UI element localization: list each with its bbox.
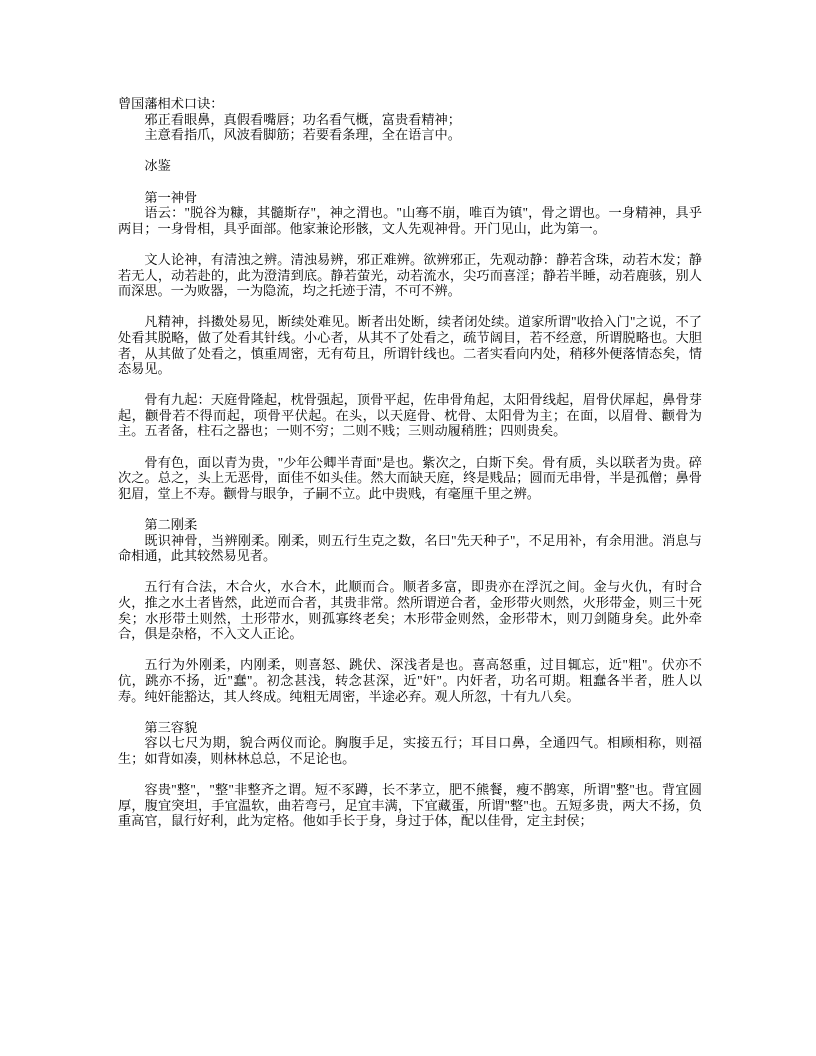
- section-heading-2: 第二刚柔: [144, 517, 198, 533]
- paragraph: 骨有九起：天庭骨隆起，枕骨强起，顶骨平起，佐串骨角起，太阳骨线起，眉骨伏犀起，鼻骨芽起，颧骨若不得而起，项骨平伏起。在头，以天庭骨、枕骨、太阳骨为主；在面，以眉骨、颧骨为主。五者备，柱石之器也；一则不穷；二则不贱；三则动履稍胜；四则贵矣。: [118, 392, 702, 439]
- paragraph: 骨有色，面以青为贵，"少年公卿半青面"是也。紫次之，白斯下矣。骨有质，头以联者为贵。碎次之。总之，头上无恶骨，面佳不如头佳。然大而缺天庭，终是贱品；圆而无串骨，半是孤僧；鼻骨犯眉，堂上不寿。颧骨与眼争，子嗣不立。此中贵贱，有毫厘千里之辨。: [118, 454, 702, 501]
- paragraph: 语云："脱谷为糠，其髓斯存"，神之渭也。"山骞不崩，唯百为镇"，骨之谓也。一身精神，具乎两目；一身骨相，具乎面部。他家兼论形骸，文人先观神骨。开门见山，此为第一。: [118, 205, 702, 236]
- document-heading: 曾国藩相术口诀：: [118, 96, 224, 111]
- paragraph-spacer: [118, 377, 702, 393]
- paragraph: 凡精神，抖擞处易见，断续处难见。断者出处断，续者闭处续。道家所谓"收拾入门"之说，不了处看其脱略，做了处看其针线。小心者，从其不了处看之，疏节阔目，若不经意，所谓脱略也。大胆者，从其做了处看之，慎重周密，无有苟且，所谓针线也。二者实看向内处，稍移外便落情态矣，情态易见。: [118, 314, 702, 377]
- paragraph-spacer: [118, 174, 702, 190]
- paragraph-spacer: [118, 501, 702, 517]
- verse-line-2: 主意看指爪，风波看脚筋；若要看条理，全在语言中。: [144, 127, 461, 143]
- paragraph-spacer: [118, 299, 702, 315]
- verse-line-1: 邪正看眼鼻，真假看嘴唇；功名看气概，富贵看精神；: [144, 111, 461, 127]
- paragraph: 容贵"整"，"整"非整齐之谓。短不豕蹲，长不茅立，肥不熊餐，瘦不鹊寒，所谓"整"也。背宜圆厚，腹宜突坦，手宜温软，曲若弯弓，足宜丰满，下宜藏蛋，所谓"整"也。五短多贵，两大不扬，负重高官，鼠行好利，此为定格。他如手长于身，身过于体，配以佳骨，定主封侯；: [118, 782, 702, 829]
- paragraph-spacer: [118, 236, 702, 252]
- paragraph-spacer: [118, 439, 702, 455]
- paragraph-spacer: [118, 143, 702, 159]
- paragraph-spacer: [118, 564, 702, 580]
- section-heading-3: 第三容貌: [144, 719, 198, 735]
- book-title: 冰鉴: [144, 158, 171, 174]
- paragraph: 五行为外刚柔，内刚柔，则喜怒、跳伏、深浅者是也。喜高怒重，过目辄忘，近"粗"。伏亦不伉，跳亦不扬，近"蠢"。初念甚浅，转念甚深，近"奸"。内奸者，功名可期。粗蠢各半者，胜人以寿。纯奸能豁达，其人终成。纯粗无周密，半途必弃。观人所忽，十有九八矣。: [118, 657, 702, 704]
- paragraph-spacer: [118, 642, 702, 658]
- paragraph: 既识神骨，当辨刚柔。刚柔，则五行生克之数，名曰"先天种子"，不足用补，有余用泄。消息与命相通，此其较然易见者。: [118, 532, 702, 564]
- paragraph-spacer: [118, 767, 702, 783]
- document-body: [118, 96, 702, 829]
- paragraph: 五行有合法，木合火，水合木，此顺而合。顺者多富，即贵亦在浮沉之间。金与火仇，有时合火，推之水土者皆然，此逆而合者，其贵非常。然所谓逆合者，金形带火则然，火形带金，则三十死矣；水形带土则然，土形带水，则孤寡终老矣；木形带金则然，金形带木，则刀剑随身矣。此外牵合，俱是杂格，不入文人正论。: [118, 579, 702, 642]
- paragraph: 文人论神，有清浊之辨。清浊易辨，邪正难辨。欲辨邪正，先观动静：静若含珠，动若木发；静若无人，动若赴的，此为澄清到底。静若萤光，动若流水，尖巧而喜淫；静若半睡，动若鹿骇，别人而深思。一为败器，一为隐流，均之托迹于清，不可不辨。: [118, 251, 702, 299]
- paragraph-spacer: [118, 704, 702, 720]
- section-heading-1: 第一神骨: [144, 189, 198, 205]
- paragraph: 容以七尺为期，貌合两仪而论。胸腹手足，实接五行；耳目口鼻，全通四气。相顾相称，则福生；如背如凑，则林林总总，不足论也。: [118, 735, 702, 766]
